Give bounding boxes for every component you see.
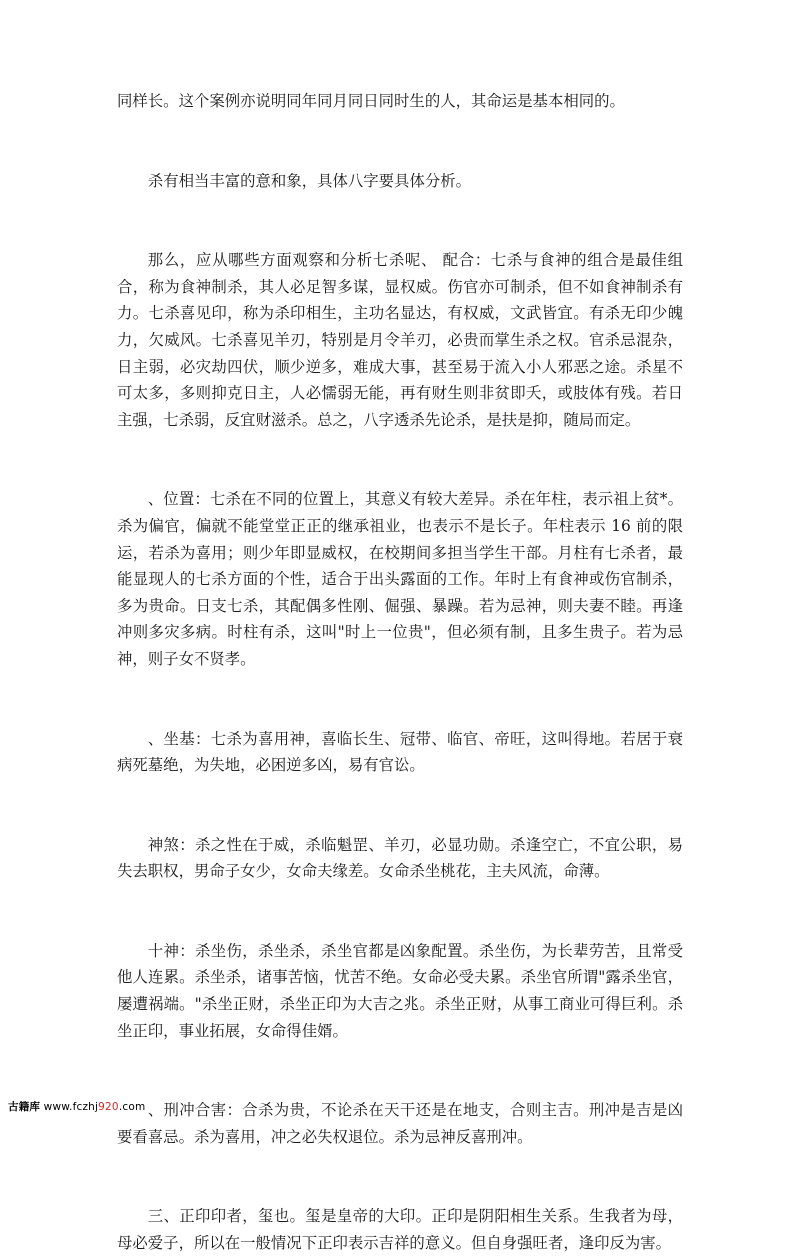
paragraph-gap <box>117 673 683 726</box>
paragraph-intro: 杀有相当丰富的意和象，具体八字要具体分析。 <box>147 171 472 190</box>
paragraph-continuation: 同样长。这个案例亦说明同年同月同日同时生的人，其命运是基本相同的。 <box>117 92 625 110</box>
paragraph-gap <box>117 194 683 247</box>
footer-site-name: 古籍库 <box>8 1101 41 1113</box>
paragraph-base: 、坐基：七杀为喜用神，喜临长生、冠带、临官、帝旺，这叫得地。若居于衰病死墓绝，为失地，必困逆多凶，易有官讼。 <box>117 729 683 775</box>
paragraph-gap <box>117 1150 683 1203</box>
footer-url-accent: 920 <box>98 1101 119 1113</box>
paragraph-spirits: 神煞：杀之性在于威，杀临魁罡、羊刃，必显功勋。杀逢空亡，不宜公职，易失去职权，男命子女少，女命夫缘差。女命杀坐桃花，主夫风流，命薄。 <box>117 835 683 881</box>
page-footer <box>8 1099 145 1114</box>
footer-site-url[interactable] <box>44 1101 146 1113</box>
document-body <box>117 88 683 1257</box>
footer-url-suffix: .com <box>118 1101 146 1113</box>
paragraph-combination: 那么，应从哪些方面观察和分析七杀呢、 配合：七杀与食神的组合是最佳组合，称为食神制杀，其人必足智多谋，显权威。伤官亦可制杀，但不如食神制杀有力。七杀喜见印，称为杀印相生，主功名显达，有权威，文武皆宜。有杀无印少魄力，欠威风。七杀喜见羊刃，特别是月令羊刃，必贵而掌生杀之权。官杀忌混杂，日主弱，必灾劫四伏，顺少逆多，难成大事，甚至易于流入小人邪恶之途。杀星不可太多，多则抑克日主，人必懦弱无能，再有财生则非贫即夭，或肢体有残。若日主强，七杀弱，反宜财滋杀。总之，八字透杀先论杀，是扶是抑，随局而定。 <box>117 251 683 429</box>
paragraph-gap <box>117 433 683 486</box>
footer-url-prefix: www.fczhj <box>43 1101 99 1113</box>
paragraph-seal: 三、正印印者，玺也。玺是皇帝的大印。正印是阴阳相生关系。生我者为母，母必爱子，所以在一般情况下正印表示吉祥的意义。但自身强旺者，逢印反为害。 <box>117 1207 683 1253</box>
paragraph-gap <box>117 885 683 938</box>
paragraph-clash: 、刑冲合害：合杀为贵，不论杀在天干还是在地支，合则主吉。刑冲是吉是凶要看喜忌。杀为喜用，冲之必失权退位。杀为忌神反喜刑冲。 <box>117 1101 683 1146</box>
paragraph-gap <box>117 779 683 832</box>
paragraph-gap <box>117 115 683 168</box>
paragraph-position: 、位置：七杀在不同的位置上，其意义有较大差异。杀在年柱，表示祖上贫*。杀为偏官，偏就不能堂堂正正的继承祖业，也表示不是长子。年柱表示 16 前的限运，若杀为喜用；则少年即显威权，在校期间多担当学生干部。月柱有七杀者，最能显现人的七杀方面的个性，适合于出头露面的工作。年时上有食神或伤官制杀，多为贵命。日支七杀，其配偶多性刚、倔强、暴躁。若为忌神，则夫妻不睦。再逢冲则多灾多病。时柱有杀，这叫"时上一位贵"，但必须有制，且多生贵子。若为忌神，则子女不贤孝。 <box>117 490 683 668</box>
paragraph-ten-gods: 十神：杀坐伤，杀坐杀，杀坐官都是凶象配置。杀坐伤，为长辈劳苦，且常受他人连累。杀坐杀，诸事苦恼，忧苦不绝。女命必受夫累。杀坐官所谓"露杀坐官，屡遭祸端。"杀坐正财，杀坐正印为大吉之兆。杀坐正财，从事工商业可得巨利。杀坐正印，事业拓展，女命得佳婿。 <box>117 941 683 1040</box>
paragraph-gap <box>117 1044 683 1097</box>
